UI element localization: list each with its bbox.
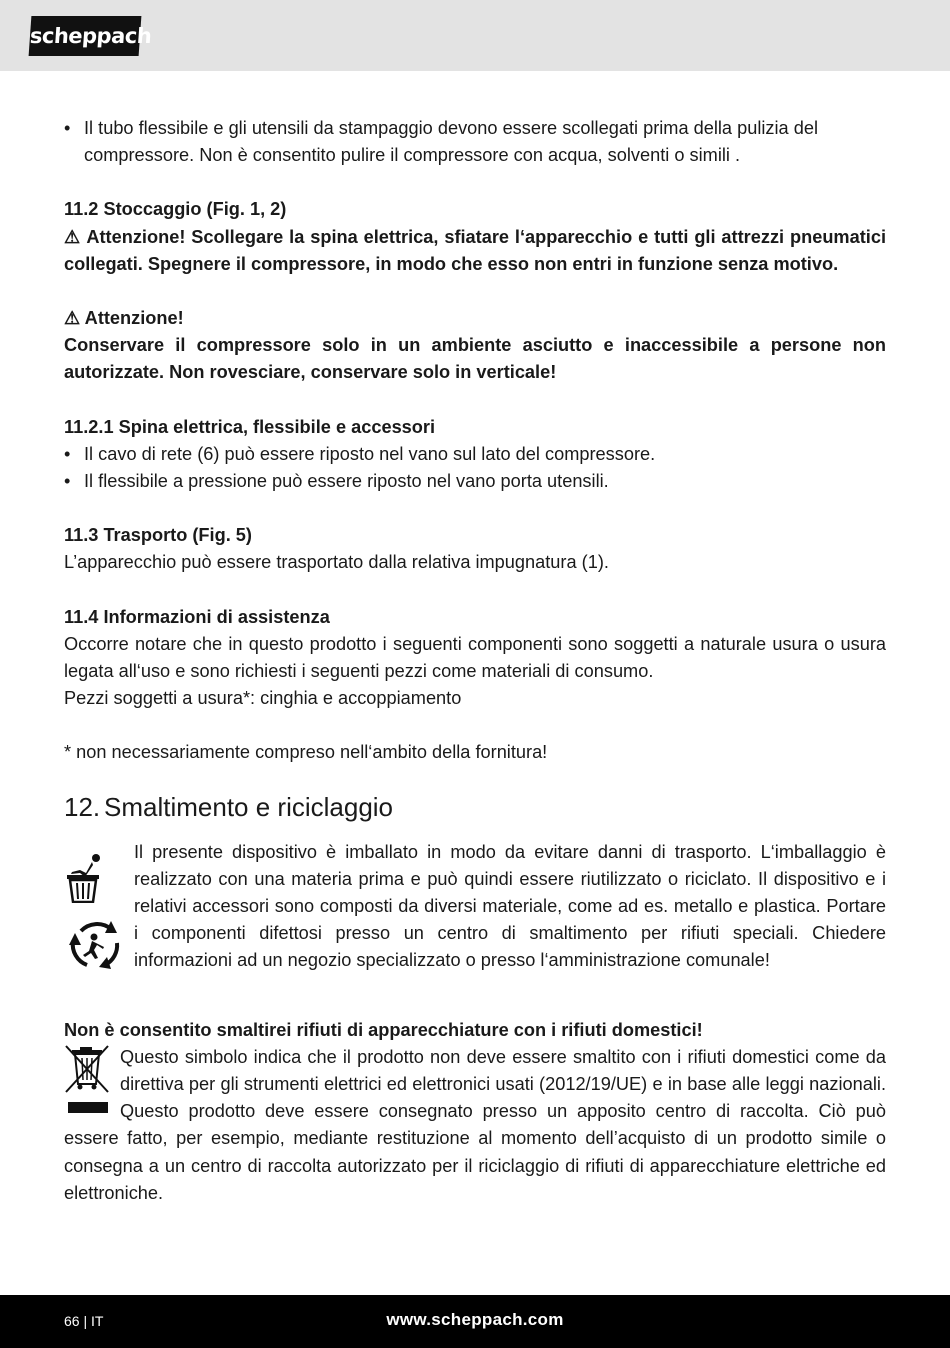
service-text: Occorre notare che in questo prodotto i seguenti componenti sono soggetti a naturale usura o usura legata all‘uso e sono richiesti i seguenti pezzi come materiali di consumo. [64,633,886,682]
disposal-block [64,839,886,1003]
page-header [0,0,950,71]
storage-warning: ⚠ Attenzione! Scollegare la spina elettrica, sfiatare l‘apparecchio e tutti gli attrezzi pneumatici collegati. Spegnere il compressore, in modo che esso non entri in funzione senza motivo. [64,226,886,274]
bullet-cleaning: • Il tubo flessibile e gli utensili da stampaggio devono essere scollegati prima della pulizia del compressore. Non è consentito pulire il compressore con acqua, solventi o simili . [64,115,886,169]
wear-parts-text: Pezzi soggetti a usura*: cinghia e accoppiamento [64,688,462,709]
section-12-heading [64,789,886,825]
section-12-title: Smaltimento e riciclaggio [104,791,394,822]
transport-text: L’apparecchio può essere trasportato dalla relativa impugnatura (1). [64,552,609,573]
recycle-icon [67,919,123,971]
warning-title: ⚠ Attenzione! [64,308,184,329]
page-footer [0,1295,950,1348]
trash-bin-icon [66,853,102,903]
warning-text: Conservare il compressore solo in un ambiente asciutto e inaccessibile a persone non autorizzate. Non rovesciare, conservare solo in verticale! [64,335,886,383]
weee-crossed-bin-icon [64,1044,112,1128]
section-11-4-heading: 11.4 Informazioni di assistenza [64,606,330,627]
list-item: • Il flessibile a pressione può essere riposto nel vano porta utensili. [64,468,886,495]
website-link[interactable]: www.scheppach.com [386,1310,564,1329]
list-item: • Il cavo di rete (6) può essere riposto nel vano sul lato del compressore. [64,441,886,468]
disposal-text: Il presente dispositivo è imballato in modo da evitare danni di trasporto. L‘imballaggio è realizzato con una materia prima e può quindi essere riutilizzato o riciclato. Il dispositivo e i relativi accessori sono composti da diversi materiale, come ad es. metallo e plastica. Portare i componenti difettosi presso un centro di smaltimento per rifiuti speciali. Chiedere informazioni ad un negozio specializzato o presso l‘amministrazione comunale! [134,841,886,971]
section-11-2-heading: 11.2 Stoccaggio (Fig. 1, 2) [64,199,287,220]
section-11-2-1-heading: 11.2.1 Spina elettrica, flessibile e accessori [64,416,436,437]
page-content [64,115,886,1207]
section-11-3-heading: 11.3 Trasporto (Fig. 5) [64,525,252,546]
scheppach-logo: scheppach [29,16,142,56]
weee-heading: Non è consentito smaltirei rifiuti di apparecchiature con i rifiuti domestici! [64,1019,703,1040]
page-number: 66 | IT [64,1313,104,1329]
weee-block [64,1044,886,1207]
weee-text: Questo simbolo indica che il prodotto non deve essere smaltito con i rifiuti domestici come da direttiva per gli strumenti elettrici ed elettronici usati (2012/19/UE) e in base alle leggi nazionali. Questo prodotto deve essere consegnato presso un apposito centro di raccolta. Ciò può essere fatto, per esempio, mediante restituzione al momento dell’acquisto di un prodotto simile o consegna a un centro di raccolta autorizzato per il riciclaggio di rifiuti di apparecchiature elettriche ed elettroniche. [64,1046,886,1203]
section-12-number: 12. [64,791,101,822]
footnote: * non necessariamente compreso nell‘ambito della fornitura! [64,742,548,763]
